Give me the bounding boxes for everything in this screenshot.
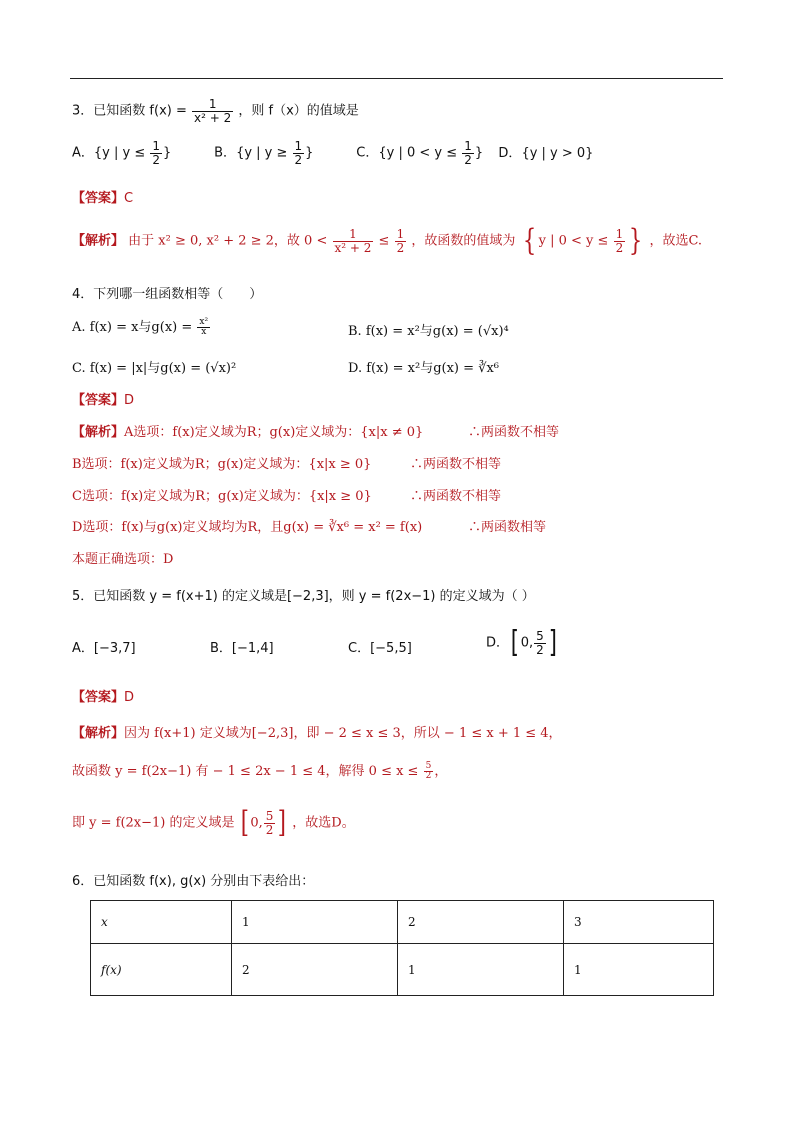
q5-option-b: B．[−1,4] xyxy=(210,641,274,656)
q3-option-b: B．{y | y ≥ $\frac{1}{2}$ } xyxy=(214,139,314,167)
q4-analysis-line2: B选项：f(x)定义域为R；g(x)定义域为：{x|x ≥ 0} xyxy=(72,457,372,472)
q4-analysis-line1: 【解析】A选项：f(x)定义域为R；g(x)定义域为：{x|x ≠ 0} xyxy=(72,425,424,440)
q3-analysis: 【解析】 由于 x² ≥ 0, x² + 2 ≥ 2，故 0 < $\frac{1}{\text{x² + 2}}$ ≤ $\frac{1}{2}$ ，故函数的值域为 { y | 0 < y ≤ $\frac{1}{2}$ } ，故选C. xyxy=(72,223,703,258)
q4-analysis-line2-conclusion: ∴两函数不相等 xyxy=(410,457,502,472)
q4-analysis-line1-conclusion: ∴两函数不相等 xyxy=(468,425,560,440)
q3-option-d: D．{y | y > 0} xyxy=(498,145,594,161)
q6-stem: 6．已知函数 f(x), g(x) 分别由下表给出： xyxy=(72,874,315,889)
header-rule xyxy=(70,78,723,79)
q5-option-c: C．[−5,5] xyxy=(348,641,412,656)
q5-answer: 【答案】D xyxy=(72,690,135,705)
table-cell: 1 xyxy=(398,944,564,996)
q4-option-b: B. f(x) = x²与g(x) = (√x)⁴ xyxy=(348,324,509,339)
q3-options xyxy=(72,140,593,166)
table-cell: 2 xyxy=(398,901,564,944)
q3-option-c: C．{y | 0 < y ≤ $\frac{1}{2}$ } xyxy=(356,139,484,167)
q5-option-a: A．[−3,7] xyxy=(72,641,136,656)
table-row xyxy=(91,944,714,996)
q4-option-a: A. f(x) = x与g(x) = $\frac{\text{x²}}{x}$ xyxy=(72,316,209,337)
q4-option-c: C. f(x) = |x|与g(x) = (√x)² xyxy=(72,361,237,376)
q5-analysis-line1: 【解析】因为 f(x+1) 定义域为[−2,3]，即 − 2 ≤ x ≤ 3，所以 − 1 ≤ x + 1 ≤ 4， xyxy=(72,726,562,741)
q5-analysis-line3: 即 y = f(2x−1) 的定义域是 [ 0, $\frac{5}{2}$ ] ，故选D。 xyxy=(72,805,355,840)
q3-stem: 3．已知函数 f(x) = $\frac{1}{\text{x² + 2}}$ ，则 f（x）的值域是 xyxy=(72,97,359,125)
q3-fraction: $\frac{1}{\text{x² + 2}}$ xyxy=(194,97,232,125)
q3-answer: 【答案】C xyxy=(72,191,134,206)
q4-analysis-line5: 本题正确选项：D xyxy=(72,552,174,567)
q4-analysis-line3-conclusion: ∴两函数不相等 xyxy=(410,489,502,504)
table-cell: 1 xyxy=(232,901,398,944)
table-cell: x xyxy=(91,901,232,944)
q4-answer: 【答案】D xyxy=(72,393,135,408)
q4-stem: 4．下列哪一组函数相等（ ） xyxy=(72,287,263,302)
table-cell: 3 xyxy=(564,901,714,944)
q5-option-d: D．[ 0, $\frac{5}{2}$ ] xyxy=(486,625,557,660)
q4-analysis-line4-conclusion: ∴两函数相等 xyxy=(468,520,547,535)
table-cell: 1 xyxy=(564,944,714,996)
table-cell: f(x) xyxy=(91,944,232,996)
function-table xyxy=(90,900,714,996)
q5-stem: 5．已知函数 y = f(x+1) 的定义域是[−2,3]，则 y = f(2x−1) 的定义域为（ ） xyxy=(72,589,535,604)
q4-option-d: D. f(x) = x²与g(x) = ∛x⁶ xyxy=(348,361,499,376)
q5-analysis-line2: 故函数 y = f(2x−1) 有 − 1 ≤ 2x − 1 ≤ 4，解得 0 ≤ x ≤ $\frac{5}{2}$ ， xyxy=(72,760,448,781)
table-cell: 2 xyxy=(232,944,398,996)
q3-option-a: A．{y | y ≤ $\frac{1}{2}$ } xyxy=(72,139,172,167)
q4-analysis-line4: D选项：f(x)与g(x)定义域均为R，且g(x) = ∛x⁶ = x² = f(x) xyxy=(72,520,423,535)
q4-analysis-line3: C选项：f(x)定义域为R；g(x)定义域为：{x|x ≥ 0} xyxy=(72,489,372,504)
table-row xyxy=(91,901,714,944)
